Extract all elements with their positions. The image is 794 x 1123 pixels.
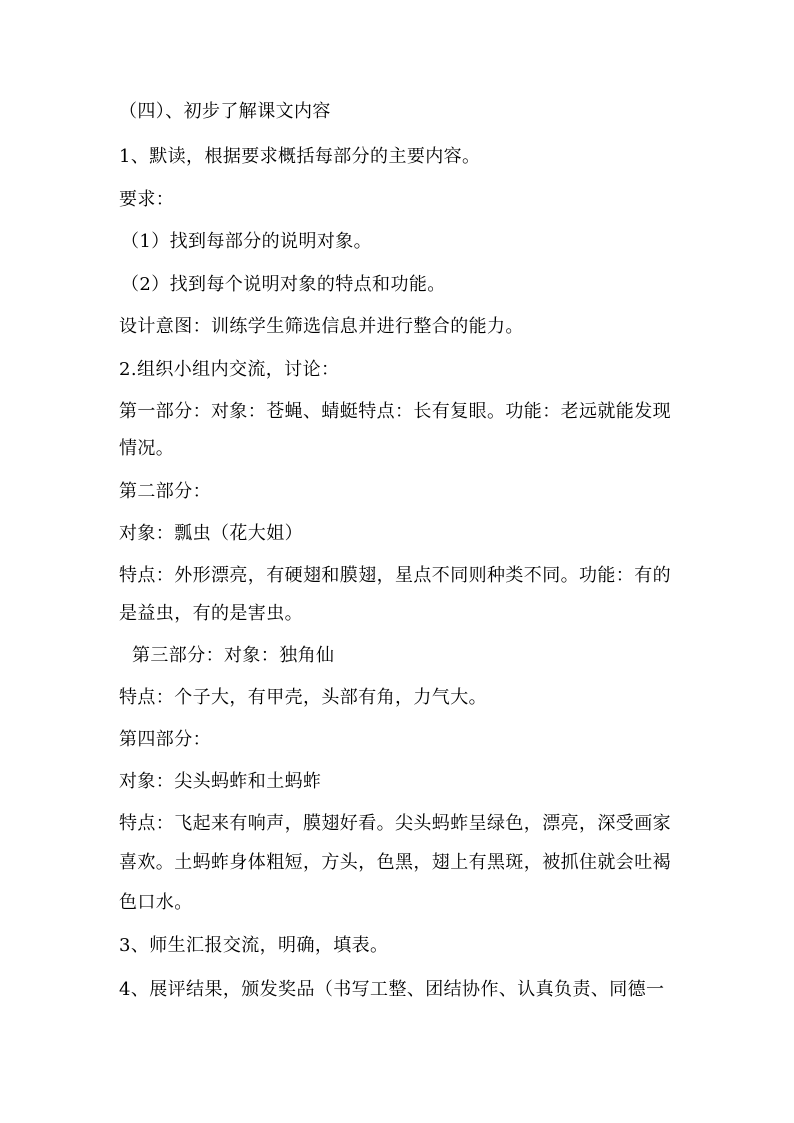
part-2-heading: 第二部分： <box>119 481 211 502</box>
step-1: 1、默读，根据要求概括每部分的主要内容。 <box>119 146 481 167</box>
part-4-features-line-1: 特点：飞起来有响声，膜翅好看。尖头蚂蚱呈绿色，漂亮，深受画家 <box>119 813 671 834</box>
part-1-line-1: 第一部分：对象：苍蝇、蜻蜓特点：长有复眼。功能：老远就能发现 <box>119 401 671 422</box>
part-2-features-line-1: 特点：外形漂亮，有硬翅和膜翅，星点不同则种类不同。功能：有的 <box>119 565 671 586</box>
part-2-object: 对象：瓢虫（花大姐） <box>119 523 303 544</box>
part-3-heading: 第三部分：对象：独角仙 <box>132 645 335 666</box>
requirement-2: （2）找到每个说明对象的特点和功能。 <box>121 274 446 295</box>
part-3-features: 特点：个子大，有甲壳，头部有角，力气大。 <box>119 687 487 708</box>
part-2-features-line-2: 是益虫，有的是害虫。 <box>119 603 303 624</box>
step-2: 2.组织小组内交流，讨论： <box>119 359 340 380</box>
part-1-line-2: 情况。 <box>119 438 175 459</box>
design-intent: 设计意图：训练学生筛选信息并进行整合的能力。 <box>119 316 524 337</box>
step-3: 3、师生汇报交流，明确，填表。 <box>119 935 389 956</box>
step-4: 4、展评结果，颁发奖品（书写工整、团结协作、认真负责、同德一 <box>119 979 665 1000</box>
part-4-object: 对象：尖头蚂蚱和土蚂蚱 <box>119 771 322 792</box>
part-4-features-line-2: 喜欢。土蚂蚱身体粗短，方头，色黑，翅上有黑斑，被抓住就会吐褐 <box>119 852 671 873</box>
part-4-heading: 第四部分： <box>119 729 211 750</box>
requirements-label: 要求： <box>119 189 175 210</box>
requirement-1: （1）找到每部分的说明对象。 <box>121 231 373 252</box>
part-4-features-line-3: 色口水。 <box>119 892 193 913</box>
section-heading: （四）、初步了解课文内容 <box>119 101 331 122</box>
